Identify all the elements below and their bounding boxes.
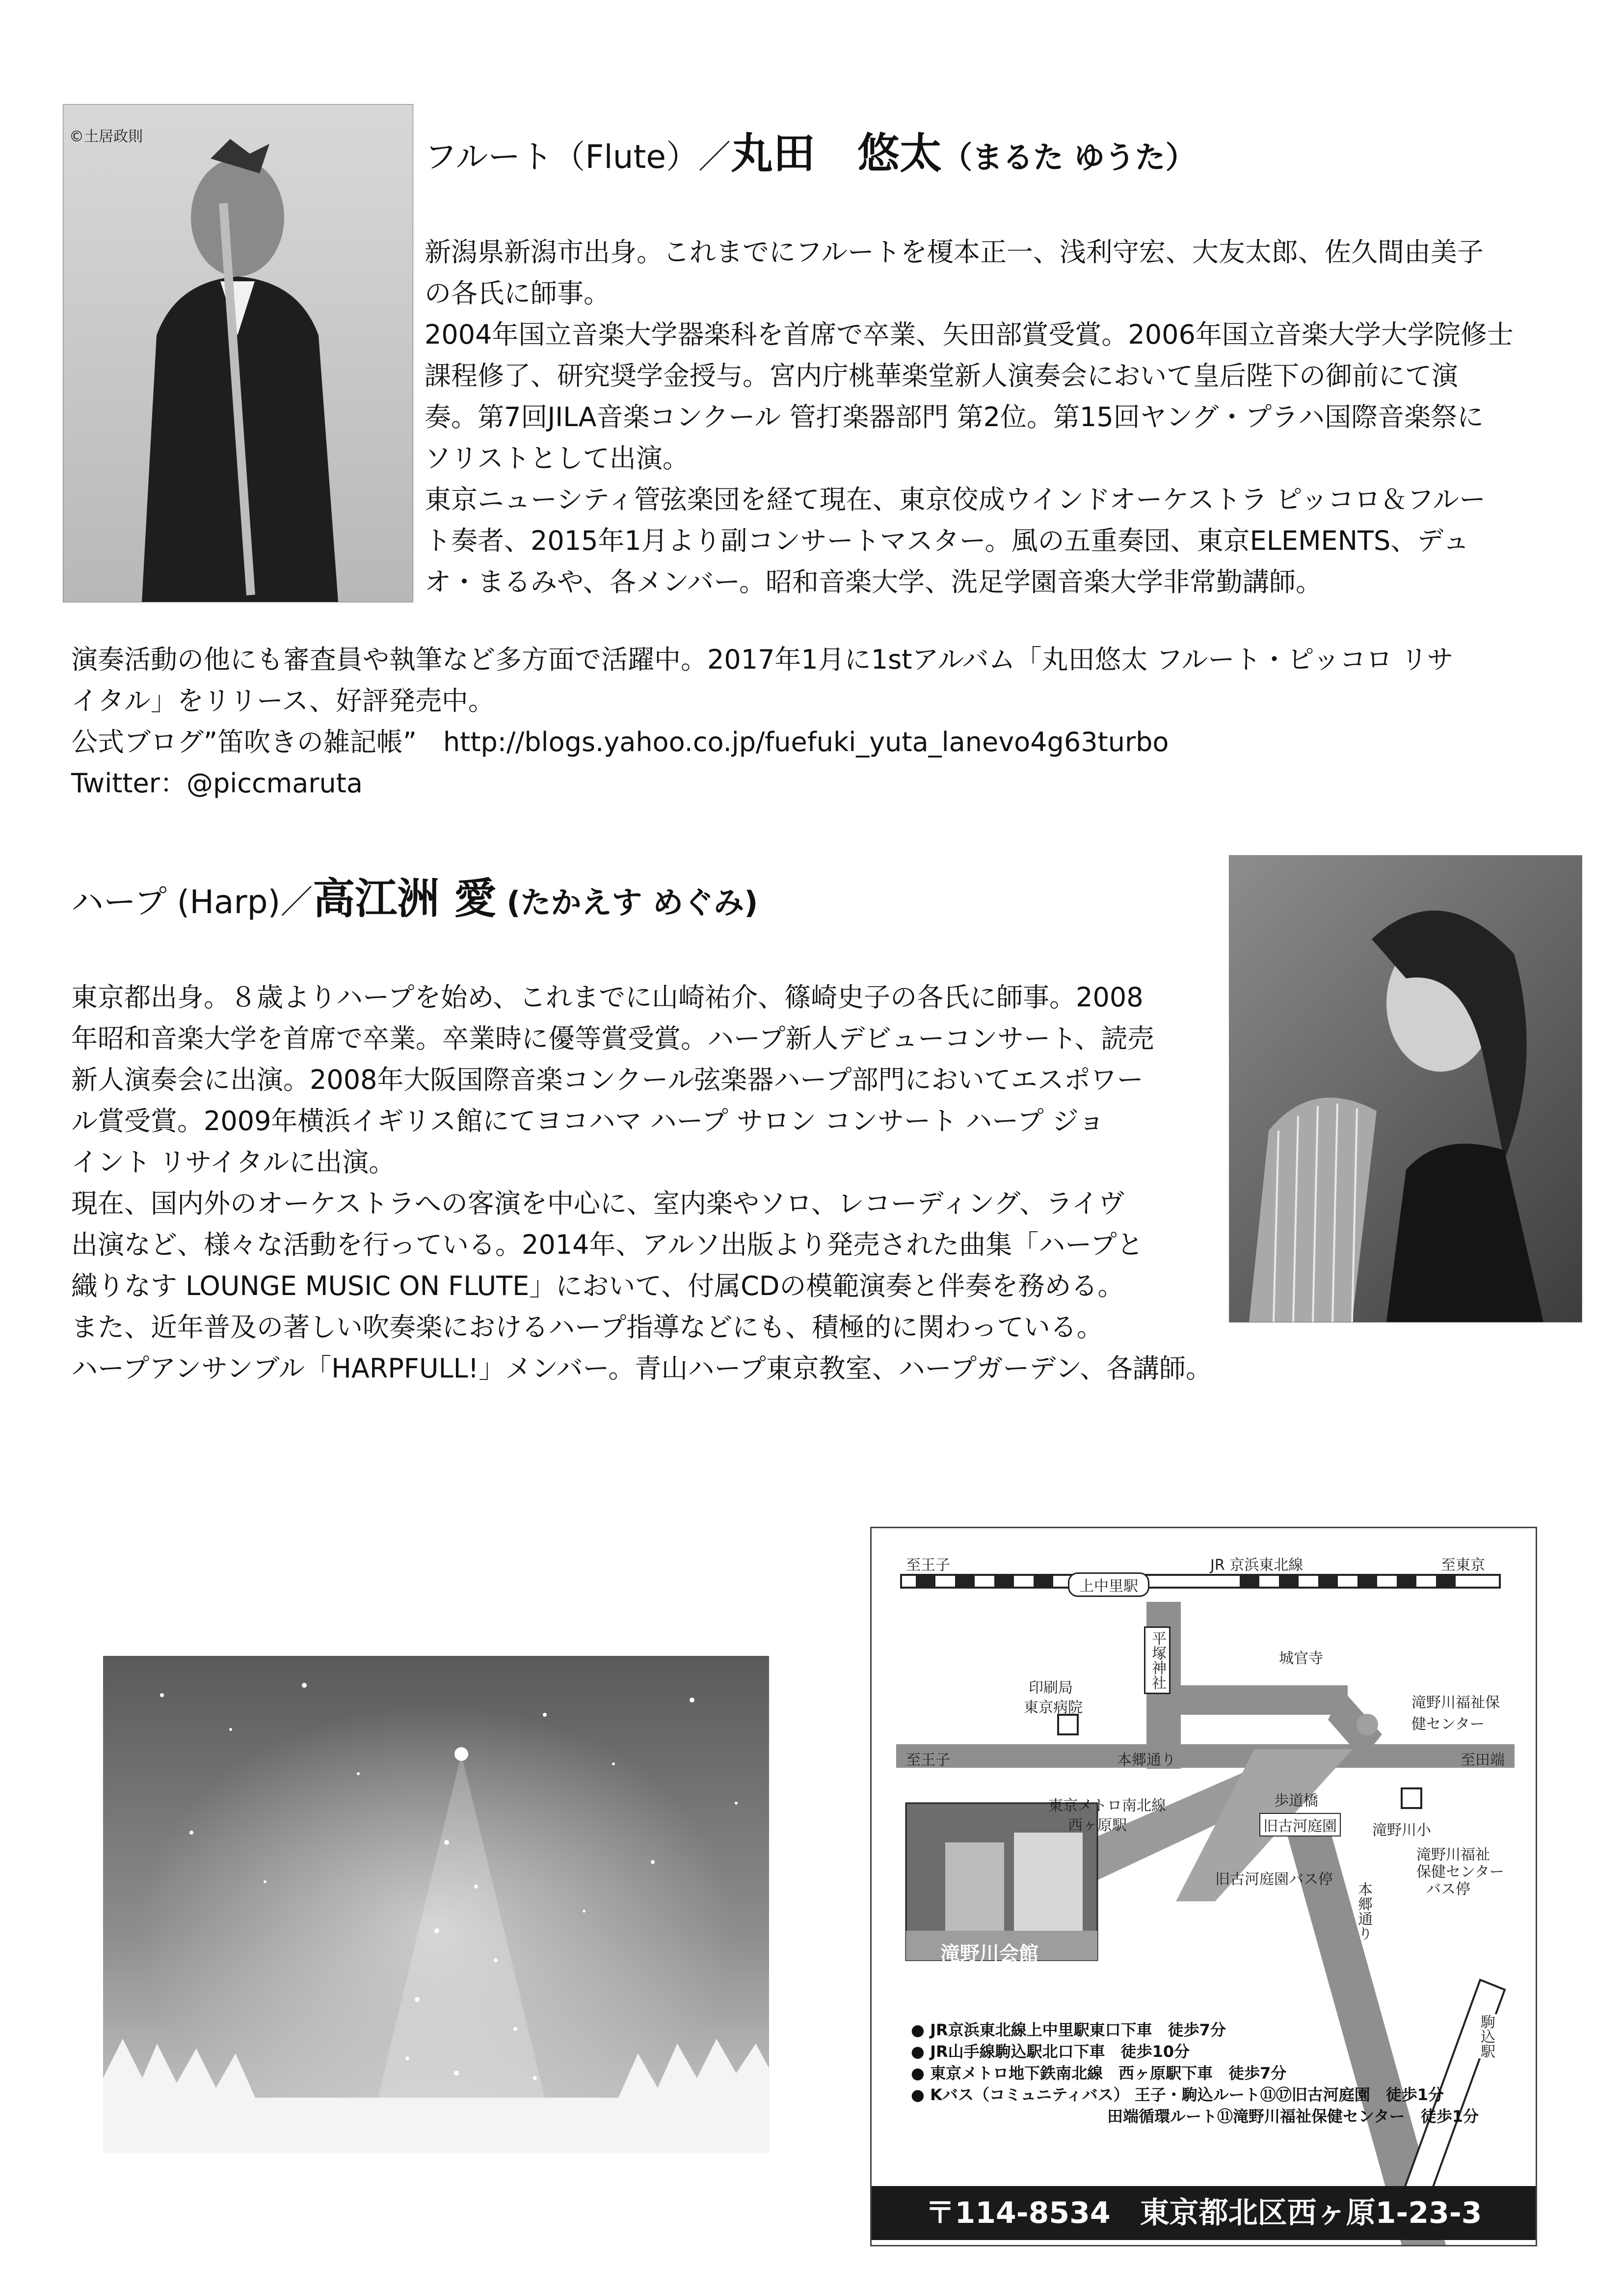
flute-instrument: フルート（Flute）／ (425, 138, 731, 176)
harpist-silhouette (1229, 856, 1582, 1322)
map-label-ouji-mid: 至王子 (906, 1752, 950, 1769)
flute-bio-line: 課程修了、研究奨学金授与。宮内庁桃華楽堂新人演奏会において皇后陛下の御前にて演 (425, 360, 1458, 391)
harp-bio-line: 年昭和音楽大学を首席で卒業。卒業時に優等賞受賞。ハープ新人デビューコンサート、読売 (71, 1023, 1154, 1054)
map-label-bus-stop2a: 滝野川福祉 (1416, 1846, 1490, 1864)
flute-bio-line: 2004年国立音楽大学器楽科を首席で卒業、矢田部賞受賞。2006年国立音楽大学大学院修士 (425, 319, 1514, 350)
flutist-silhouette (63, 105, 413, 602)
map-label-bus-stop2b: 保健センター (1416, 1864, 1504, 1881)
flute-bio-line: イタル」をリリース、好評発売中。 (71, 685, 495, 716)
flute-bio-line: ト奏者、2015年1月より副コンサートマスター。風の五重奏団、東京ELEMENTS、デュ (425, 525, 1469, 556)
access-line: 田端循環ルート⑪滝野川福祉保健センター 徒歩1分 (1107, 2107, 1479, 2126)
flute-bio-line: の各氏に師事。 (425, 278, 610, 309)
address-bar: 〒114-8534 東京都北区西ヶ原1-23-3 (872, 2186, 1536, 2240)
map-label-joukanji: 城官寺 (1279, 1650, 1323, 1667)
harp-name: 高江洲 愛 (313, 874, 497, 923)
flute-bio-line: 東京ニューシティ管弦楽団を経て現在、東京佼成ウインドオーケストラ ピッコロ＆フルー (425, 484, 1486, 515)
map-label-kaminakazato: 上中里駅 (1068, 1572, 1149, 1597)
access-map (870, 1527, 1537, 2246)
harp-bio (71, 977, 1220, 1307)
map-label-kyu-furukawa: 旧古河庭園 (1259, 1813, 1341, 1837)
flute-bio (425, 232, 1553, 603)
flute-kana: （まるた ゆうた） (941, 139, 1196, 175)
flute-name: 丸田 悠太 (730, 129, 942, 178)
flute-bio-line: 新潟県新潟市出身。これまでにフルートを榎本正一、浅利守宏、大友太郎、佐久間由美子 (425, 237, 1484, 268)
flute-heading (425, 129, 1196, 180)
harp-bio-line: 東京都出身。８歳よりハープを始め、これまでに山崎祐介、篠崎史子の各氏に師事。2008 (71, 982, 1144, 1013)
flute-bio-line: オ・まるみや、各メンバー。昭和音楽大学、洗足学園音楽大学非常勤講師。 (425, 567, 1322, 597)
map-label-insatsu: 印刷局 (1029, 1679, 1073, 1697)
map-label-tokyo-hospital: 東京病院 (1024, 1699, 1083, 1716)
flutist-photo (63, 104, 413, 602)
map-label-bus-stop2c: バス停 (1426, 1881, 1470, 1898)
map-label-jr-line: JR 京浜東北線 (1210, 1557, 1304, 1574)
harp-bio-line: 織りなす LOUNGE MUSIC ON FLUTE」において、付属CDの模範演奏と伴奏を務める。 (71, 1270, 1124, 1301)
harp-bio-line: 出演など、様々な活動を行っている。2014年、アルソ出版より発売された曲集「ハープと (71, 1229, 1144, 1260)
flute-bio-line: ソリストとして出演。 (425, 443, 689, 474)
harp-bio-line: ル賞受賞。2009年横浜イギリス館にてヨコハマ ハープ サロン コンサート ハープ ジョ (71, 1106, 1105, 1136)
tree-illustration (103, 1656, 769, 2153)
map-label-hoken-center: 滝野川福祉保健センター (1411, 1694, 1500, 1733)
map-label-bus-stop1: 旧古河庭園バス停 (1215, 1871, 1333, 1888)
harp-instrument: ハープ (Harp)／ (71, 883, 313, 921)
photo-credit: ©土居政則 (69, 128, 143, 145)
flute-twitter[interactable]: Twitter：@piccmaruta (71, 768, 363, 799)
flute-bio-line: 演奏活動の他にも審査員や執筆など多方面で活躍中。2017年1月に1stアルバム「丸田悠太 フルート・ピッコロ リサ (71, 644, 1454, 675)
access-line: ● 東京メトロ地下鉄南北線 西ヶ原駅下車 徒歩7分 (911, 2064, 1287, 2082)
map-label-ouji-top: 至王子 (906, 1557, 950, 1574)
flute-bio-continued (71, 639, 1593, 804)
map-label-nishigahara: 西ヶ原駅 (1068, 1817, 1127, 1834)
map-label-komagome: 駒込駅 (1475, 2014, 1497, 2058)
map-label-takinogawa-sho: 滝野川小 (1372, 1822, 1431, 1839)
map-label-metro: 東京メトロ南北線 (1048, 1797, 1166, 1814)
map-label-kaikan: 滝野川会館 (940, 1943, 1038, 1965)
harp-bio-line: 現在、国内外のオーケストラへの客演を中心に、室内楽やソロ、レコーディング、ライヴ (71, 1188, 1125, 1219)
harp-heading (71, 874, 758, 925)
harp-bio-line: また、近年普及の著しい吹奏楽におけるハープ指導などにも、積極的に関わっている。 (71, 1312, 1103, 1343)
harpist-photo (1229, 855, 1582, 1323)
access-line: ● Kバス（コミュニティバス） 王子・駒込ルート⑪⑰旧古河庭園 徒歩1分 (911, 2085, 1444, 2104)
map-label-hiratsuka: 平塚神社 (1144, 1626, 1171, 1694)
harp-bio-continued (71, 1307, 1593, 1389)
access-line: ● JR山手線駒込駅北口下車 徒歩10分 (911, 2042, 1190, 2061)
map-label-tokyo: 至東京 (1441, 1557, 1485, 1574)
flute-bio-line: 奏。第7回JILA音楽コンクール 管打楽器部門 第2位。第15回ヤング・プラハ国際音楽祭に (425, 402, 1484, 432)
flute-blog-link[interactable]: 公式ブログ”笛吹きの雑記帳” http://blogs.yahoo.co.jp/fuefuki_yuta_lanevo4g63turbo (71, 727, 1169, 757)
harp-bio-line: イント リサイタルに出演。 (71, 1147, 396, 1178)
map-label-hongo-dori: 本郷通り (1117, 1752, 1176, 1769)
access-line: ● JR京浜東北線上中里駅東口下車 徒歩7分 (911, 2021, 1226, 2039)
map-label-tabata: 至田端 (1461, 1752, 1505, 1769)
harp-bio-line: ハープアンサンブル「HARPFULL!」メンバー。青山ハープ東京教室、ハープガーデン、各講師。 (71, 1353, 1213, 1384)
map-label-hodokyo: 歩道橋 (1274, 1792, 1318, 1810)
christmas-tree-image (103, 1656, 769, 2153)
harp-kana: (たかえす めぐみ) (506, 885, 758, 920)
harp-bio-line: 新人演奏会に出演。2008年大阪国際音楽コンクール弦楽器ハープ部門においてエスポワー (71, 1064, 1144, 1095)
map-label-hongo-dori2: 本郷通り (1355, 1882, 1372, 1941)
